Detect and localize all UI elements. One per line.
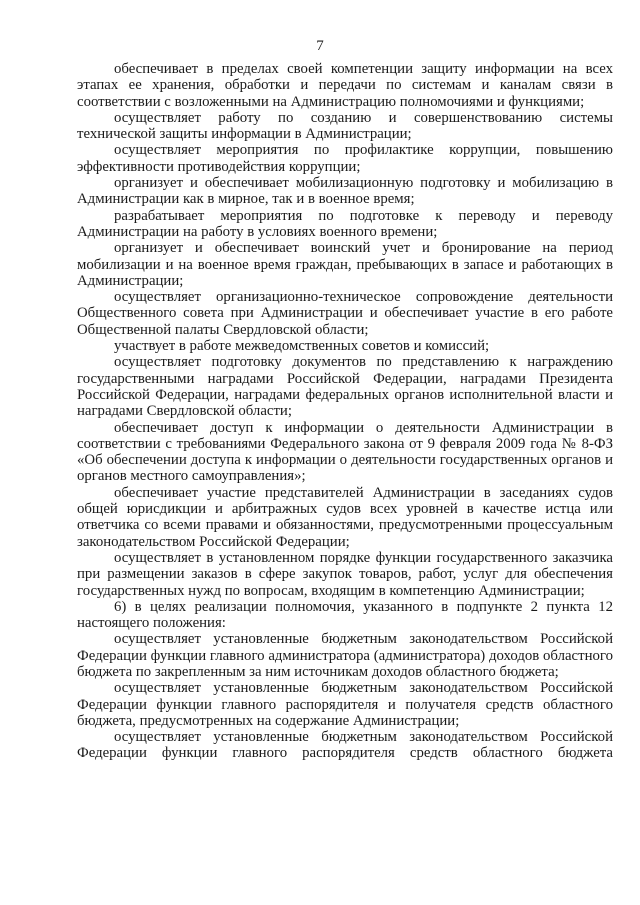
paragraph: обеспечивает в пределах своей компетенции защиту информации на всех этапах ее хранения, обработки и передачи по системам и каналам связи в соответствии с возложенными на Администрацию полномочиями и функциями; (77, 61, 613, 110)
paragraph: организует и обеспечивает воинский учет и бронирование на период мобилизации и на военное время граждан, пребывающих в запасе и работающих в Администрации; (77, 240, 613, 289)
paragraph: обеспечивает доступ к информации о деятельности Администрации в соответствии с требованиями Федерального закона от 9 февраля 2009 года № 8-ФЗ «Об обеспечении доступа к информации о деятельности государственных органов и органов местного самоуправления»; (77, 419, 613, 485)
paragraph: разрабатывает мероприятия по подготовке к переводу и переводу Администрации на работу в условиях военного времени; (77, 207, 613, 240)
paragraph: организует и обеспечивает мобилизационную подготовку и мобилизацию в Администрации как в мирное, так и в военное время; (77, 175, 613, 208)
paragraph: обеспечивает участие представителей Администрации в заседаниях судов общей юрисдикции и арбитражных судов всех уровней в качестве истца или ответчика со всеми правами и обязанностями, предусмотренными процессуальным законодательством Российской Федерации; (77, 484, 613, 550)
page-number: 7 (316, 38, 324, 54)
paragraph: осуществляет установленные бюджетным законодательством Российской Федерации функции главного администратора (администратора) доходов областного бюджета по закрепленным за ним источникам доходов областного бюджета; (77, 631, 613, 680)
paragraph: осуществляет организационно-техническое сопровождение деятельности Общественного совета при Администрации и обеспечивает участие в его работе Общественной палаты Свердловской области; (77, 289, 613, 338)
body-text (77, 61, 613, 762)
paragraph: 6) в целях реализации полномочия, указанного в подпункте 2 пункта 12 настоящего положения: (77, 598, 613, 632)
paragraph: осуществляет подготовку документов по представлению к награждению государственными наградами Российской Федерации, наградами Президента Российской Федерации, наградами федеральных органов исполнительной власти и наградами Свердловской области; (77, 354, 613, 420)
paragraph: осуществляет в установленном порядке функции государственного заказчика при размещении заказов в сфере закупок товаров, работ, услуг для обеспечения государственных нужд по вопросам, входящим в компетенцию Администрации; (77, 549, 613, 599)
paragraph: участвует в работе межведомственных советов и комиссий; (114, 338, 490, 355)
paragraph: осуществляет установленные бюджетным законодательством Российской Федерации функции главного распорядителя и получателя средств областного бюджета, предусмотренных на содержание Администрации; (77, 680, 613, 729)
paragraph: осуществляет мероприятия по профилактике коррупции, повышению эффективности противодействия коррупции; (77, 142, 613, 175)
paragraph: осуществляет работу по созданию и совершенствованию системы технической защиты информации в Администрации; (77, 109, 613, 143)
paragraph: осуществляет установленные бюджетным законодательством Российской Федерации функции главного распорядителя средств областного бюджета (77, 729, 613, 762)
